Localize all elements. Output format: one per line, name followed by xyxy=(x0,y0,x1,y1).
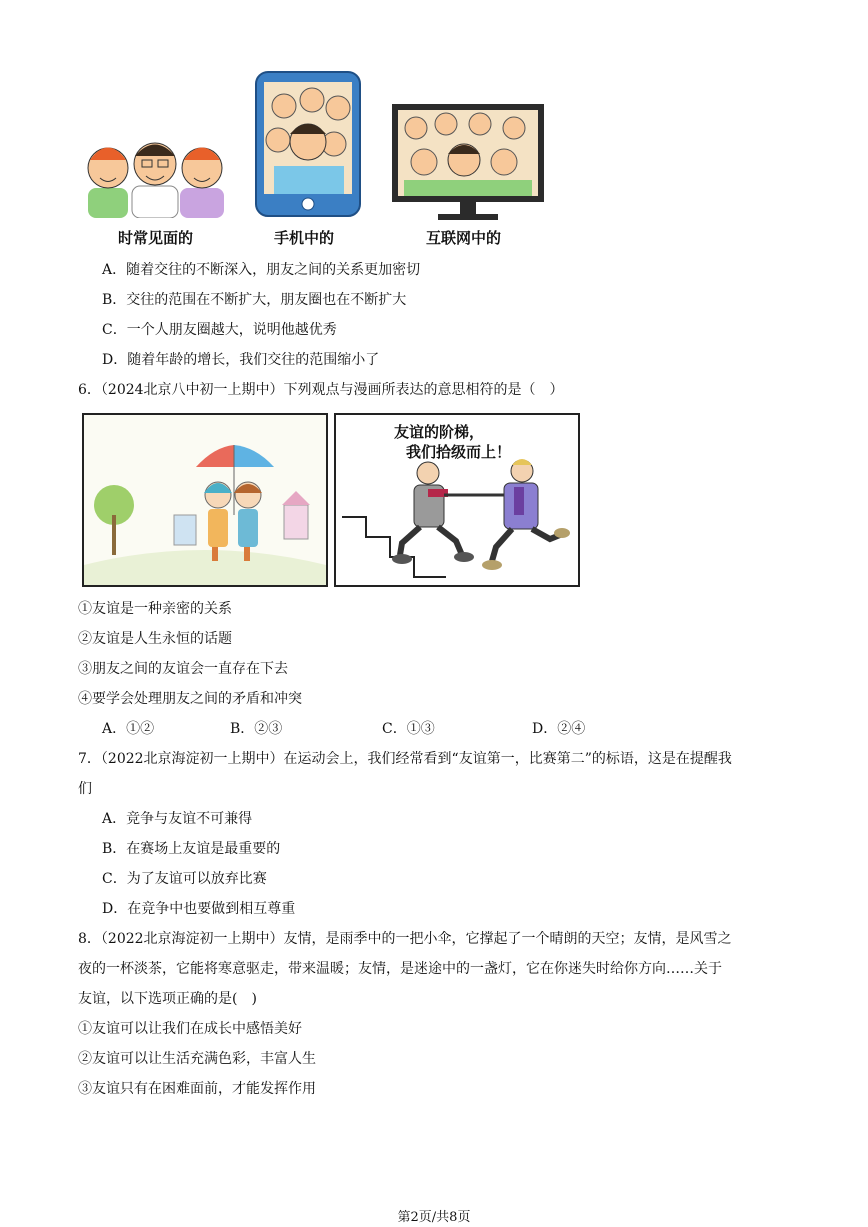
q6-stem: 6．（2024北京八中初一上期中）下列观点与漫画所表达的意思相符的是（ ） xyxy=(78,382,564,398)
figure-friends-in-person xyxy=(80,130,230,218)
page-number: 第2页/共8页 xyxy=(397,1210,471,1225)
q7-stem-line2: 们 xyxy=(78,781,92,797)
q6-option-d: D．②④ xyxy=(532,721,586,737)
q8-item-1: ①友谊可以让我们在成长中感悟美好 xyxy=(78,1021,302,1037)
comic-umbrella-panel xyxy=(82,413,328,587)
q5-option-b: B．交往的范围在不断扩大，朋友圈也在不断扩大 xyxy=(102,292,407,308)
comic-stairs-panel xyxy=(334,413,580,587)
q7-option-d: D．在竞争中也要做到相互尊重 xyxy=(102,901,296,917)
q6-item-3: ③朋友之间的友谊会一直存在下去 xyxy=(78,661,288,677)
q7-option-b: B．在赛场上友谊是最重要的 xyxy=(102,841,281,857)
caption-in-person: 时常见面的 xyxy=(118,229,194,247)
figure-friends-on-internet xyxy=(390,102,546,224)
q6-item-2: ②友谊是人生永恒的话题 xyxy=(78,631,232,647)
q5-option-d: D．随着年龄的增长，我们交往的范围缩小了 xyxy=(102,352,380,368)
q6-option-b: B．②③ xyxy=(230,721,283,737)
q6-option-a: A．①② xyxy=(102,721,155,737)
q5-option-c: C．一个人朋友圈越大，说明他越优秀 xyxy=(102,322,337,338)
q6-item-1: ①友谊是一种亲密的关系 xyxy=(78,601,232,617)
figure-friends-on-phone xyxy=(254,70,362,218)
q8-stem-line2: 夜的一杯淡茶，它能将寒意驱走，带来温暖；友情，是迷途中的一盏灯，它在你迷失时给你方向……关于 xyxy=(78,961,722,977)
q7-option-c: C．为了友谊可以放弃比赛 xyxy=(102,871,267,887)
caption-internet: 互联网中的 xyxy=(426,229,502,247)
q6-option-c: C．①③ xyxy=(382,721,435,737)
comic-text-line1: 友谊的阶梯， xyxy=(394,423,485,441)
caption-phone: 手机中的 xyxy=(274,229,335,247)
comic-text-line2: 我们拾级而上！ xyxy=(406,443,512,461)
q8-stem-line1: 8．（2022北京海淀初一上期中）友情，是雨季中的一把小伞，它撑起了一个晴朗的天空；友情，是风雪之 xyxy=(78,931,732,947)
q8-item-3: ③友谊只有在困难面前，才能发挥作用 xyxy=(78,1081,316,1097)
q5-option-a: A．随着交往的不断深入，朋友之间的关系更加密切 xyxy=(102,262,421,278)
q8-stem-line3: 友谊，以下选项正确的是( ) xyxy=(78,991,257,1007)
q7-stem-line1: 7．（2022北京海淀初一上期中）在运动会上，我们经常看到“友谊第一，比赛第二”的标语，这是在提醒我 xyxy=(78,751,732,767)
q7-option-a: A．竞争与友谊不可兼得 xyxy=(102,811,253,827)
q8-item-2: ②友谊可以让生活充满色彩，丰富人生 xyxy=(78,1051,316,1067)
q6-item-4: ④要学会处理朋友之间的矛盾和冲突 xyxy=(78,691,302,707)
